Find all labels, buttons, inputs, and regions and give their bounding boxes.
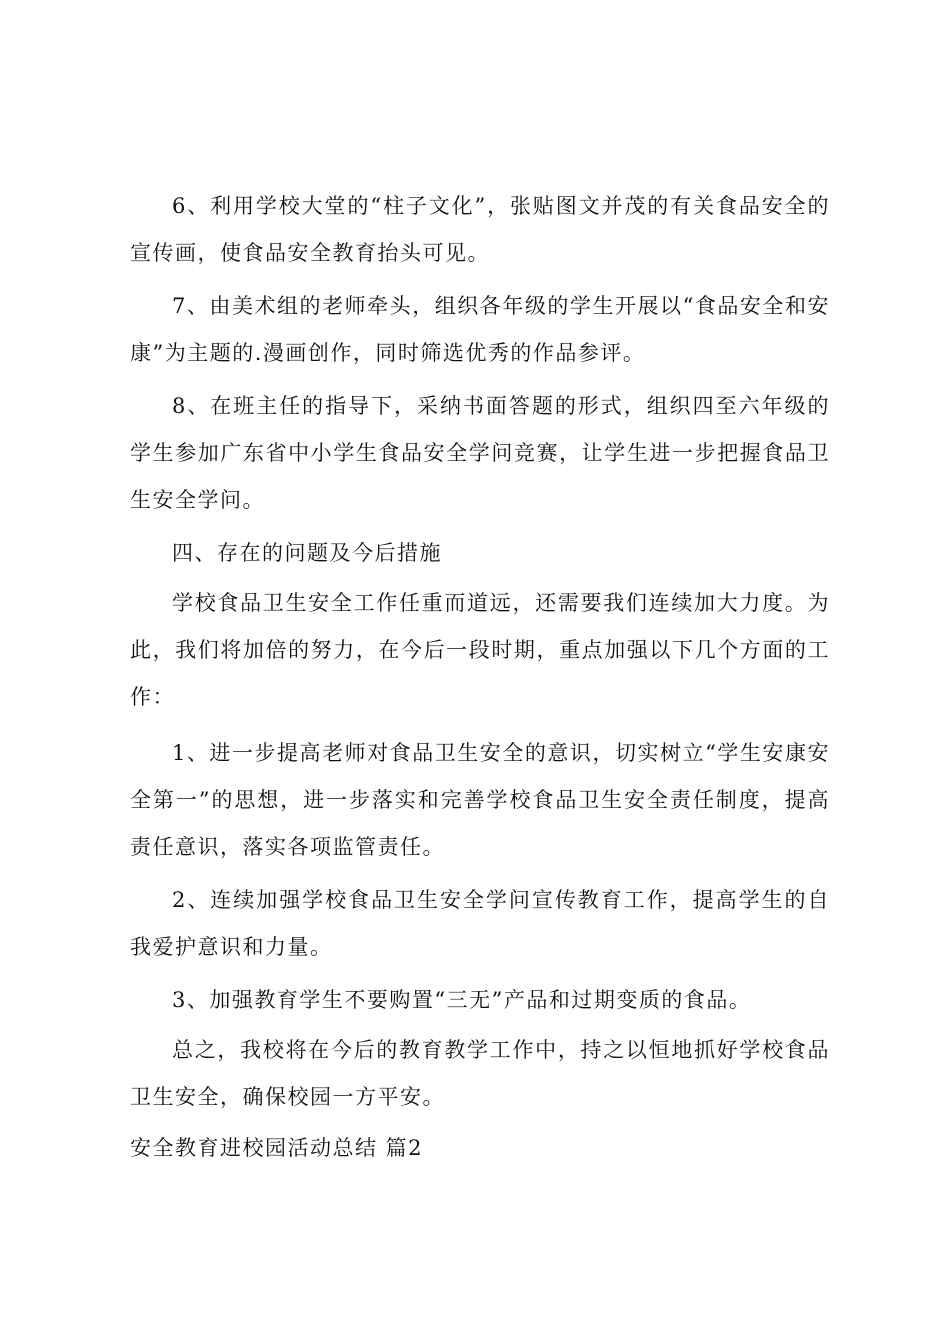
- section-heading-four: 四、存在的问题及今后措施: [172, 541, 442, 565]
- paragraph-item-8: 8、在班主任的指导下，采纳书面答题的形式，组织四至六年级的学生参加广东省中小学生食品安全学问竞赛，让学生进一步把握食品卫生安全学问。: [130, 394, 830, 512]
- paragraph-conclusion: 总之，我校将在今后的教育教学工作中，持之以恒地抓好学校食品卫生安全，确保校园一方平安。: [130, 1038, 830, 1109]
- paragraph-intro: 学校食品卫生安全工作任重而道远，还需要我们连续加大力度。为此，我们将加倍的努力，在今后一段时期，重点加强以下几个方面的工作：: [130, 591, 830, 709]
- paragraph-measure-2: 2、连续加强学校食品卫生安全学问宣传教育工作，提高学生的自我爱护意识和力量。: [130, 888, 830, 959]
- paragraph-measure-1: 1、进一步提高老师对食品卫生安全的意识，切实树立“学生安康安全第一”的思想，进一步落实和完善学校食品卫生安全责任制度，提高责任意识，落实各项监管责任。: [130, 741, 830, 859]
- paragraph-item-7: 7、由美术组的老师牵头，组织各年级的学生开展以“食品安全和安康”为主题的.漫画创作，同时筛选优秀的作品参评。: [130, 294, 830, 365]
- paragraph-item-6: 6、利用学校大堂的“柱子文化”，张贴图文并茂的有关食品安全的宣传画，使食品安全教育抬头可见。: [130, 194, 830, 265]
- next-article-heading: 安全教育进校园活动总结 篇2: [130, 1136, 424, 1160]
- paragraph-measure-3: 3、加强教育学生不要购置“三无”产品和过期变质的食品。: [172, 988, 752, 1012]
